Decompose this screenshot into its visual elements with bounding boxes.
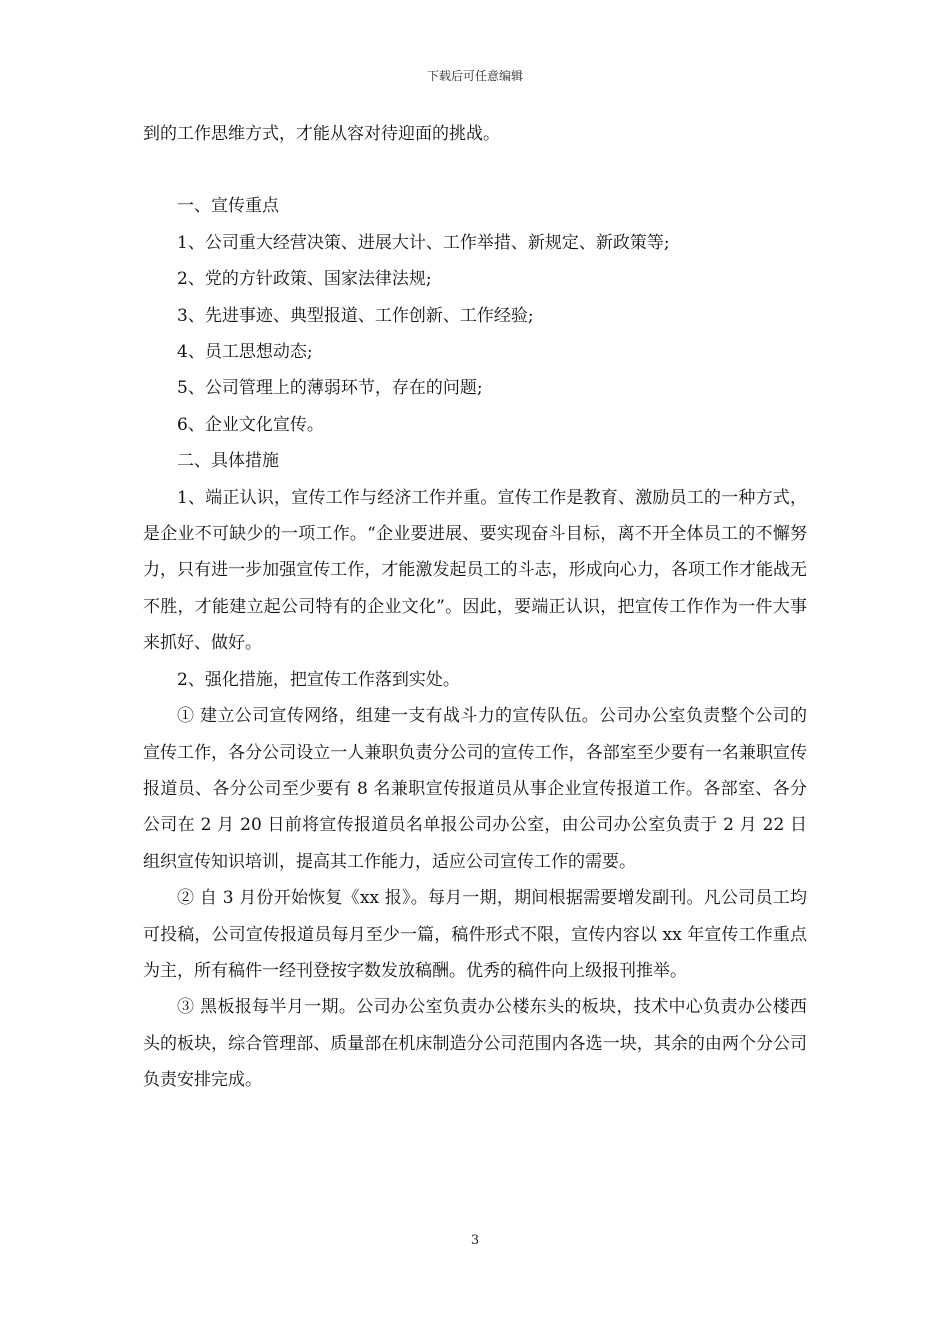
measure-paragraph-1: 1、端正认识，宣传工作与经济工作并重。宣传工作是教育、激励员工的一种方式，是企业不可缺少的一项工作。“企业要进展、要实现奋斗目标，离不开全体员工的不懈努力，只有进一步加强宣传工作，才能激发起员工的斗志，形成向心力，各项工作才能战无不胜，才能建立起公司特有的企业文化”。因此，要端正认识，把宣传工作作为一件大事来抓好、做好。 (143, 487, 807, 654)
paragraph-gap (143, 152, 807, 188)
page-header-note: 下载后可任意编辑 (426, 69, 523, 83)
focus-item-5: 5、公司管理上的薄弱环节，存在的问题; (177, 378, 483, 399)
focus-item-2: 2、党的方针政策、国家法律法规; (177, 269, 432, 290)
document-body (143, 116, 807, 1099)
section-heading-publicity-focus: 一、宣传重点 (177, 196, 279, 217)
sub-measure-blackboard: ③ 黑板报每半月一期。公司办公室负责办公楼东头的板块，技术中心负责办公楼西头的板块，综合管理部、质量部在机床制造分公司范围内各选一块，其余的由两个分公司负责安排完成。 (143, 997, 807, 1091)
sub-measure-network: ① 建立公司宣传网络，组建一支有战斗力的宣传队伍。公司办公室负责整个公司的宣传工作，各分公司设立一人兼职负责分公司的宣传工作，各部室至少要有一名兼职宣传报道员、各分公司至少要有 8 名兼职宣传报道员从事企业宣传报道工作。各部室、各分公司在 2 月 20 日前将宣传报道员名单报公司办公室，由公司办公室负责于 2 月 22 日组织宣传知识培训，提高其工作能力，适应公司宣传工作的需要。 (143, 706, 807, 872)
focus-item-4: 4、员工思想动态; (177, 342, 313, 363)
section-heading-measures: 二、具体措施 (177, 451, 279, 472)
focus-item-1: 1、公司重大经营决策、进展大计、工作举措、新规定、新政策等; (177, 232, 670, 253)
continuation-paragraph: 到的工作思维方式，才能从容对待迎面的挑战。 (143, 124, 500, 144)
sub-measure-newspaper: ② 自 3 月份开始恢复《xx 报》。每月一期，期间根据需要增发副刊。凡公司员工均可投稿，公司宣传报道员每月至少一篇，稿件形式不限，宣传内容以 xx 年宣传工作重点为主，所有稿件一经刊登按字数发放稿酬。优秀的稿件向上级报刊推举。 (143, 888, 807, 981)
focus-item-3: 3、先进事迹、典型报道、工作创新、工作经验; (177, 305, 534, 326)
page-number: 3 (470, 1233, 480, 1248)
measure-paragraph-2: 2、强化措施，把宣传工作落到实处。 (177, 669, 460, 690)
focus-item-6: 6、企业文化宣传。 (177, 414, 324, 435)
